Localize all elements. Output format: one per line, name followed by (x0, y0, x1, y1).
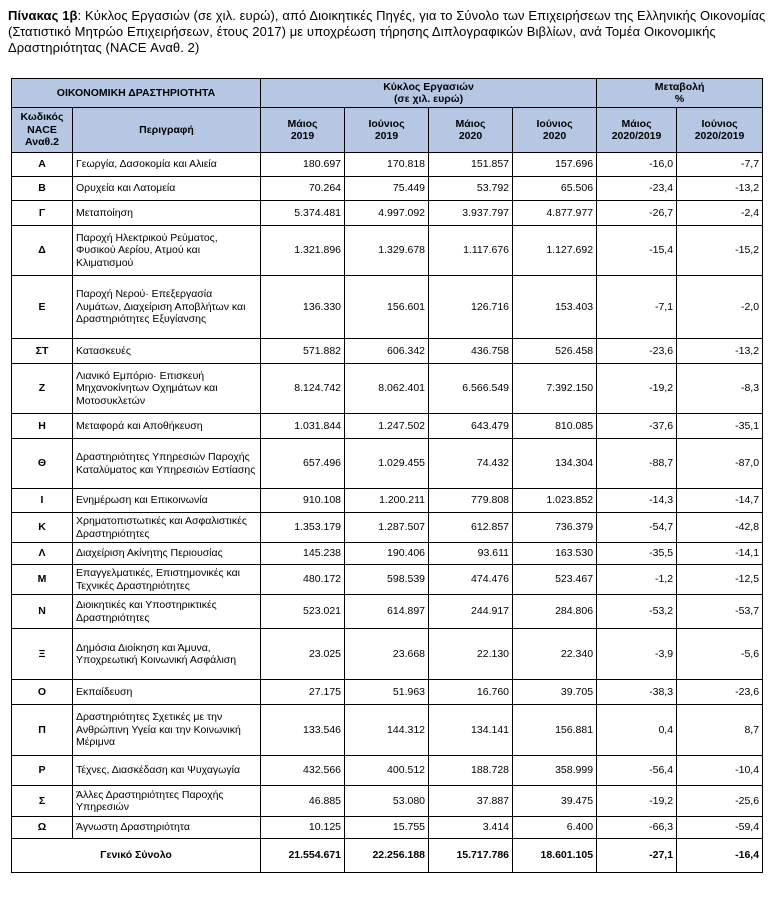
cell-change-may: -54,7 (597, 513, 677, 543)
cell-change-june: -5,6 (677, 629, 763, 680)
table-row (12, 226, 763, 276)
cell-change-may: -56,4 (597, 756, 677, 786)
cell-change-may: -15,4 (597, 226, 677, 276)
cell-may-2019: 180.697 (261, 153, 345, 177)
cell-may-2020: 74.432 (429, 439, 513, 489)
table-row (12, 680, 763, 705)
table-row (12, 756, 763, 786)
row-code: Κ (12, 513, 73, 543)
header-may-2020: Μάιος 2020 (429, 108, 513, 153)
cell-change-june: -13,2 (677, 339, 763, 364)
cell-june-2019: 4.997.092 (345, 201, 429, 226)
cell-may-2020: 1.117.676 (429, 226, 513, 276)
row-code: Ζ (12, 364, 73, 414)
cell-june-2019: 8.062.401 (345, 364, 429, 414)
cell-change-may: -88,7 (597, 439, 677, 489)
row-description: Ενημέρωση και Επικοινωνία (73, 489, 261, 513)
row-description: Γεωργία, Δασοκομία και Αλιεία (73, 153, 261, 177)
cell-june-2020: 523.467 (513, 565, 597, 595)
table-row (12, 817, 763, 839)
cell-may-2019: 432.566 (261, 756, 345, 786)
table-row (12, 153, 763, 177)
cell-may-2019: 10.125 (261, 817, 345, 839)
row-code: Ε (12, 276, 73, 339)
cell-may-2019: 657.496 (261, 439, 345, 489)
cell-may-2019: 136.330 (261, 276, 345, 339)
cell-may-2020: 779.808 (429, 489, 513, 513)
cell-june-2019: 1.200.211 (345, 489, 429, 513)
cell-june-2020: 7.392.150 (513, 364, 597, 414)
cell-change-may: -37,6 (597, 414, 677, 439)
header-change-may: Μάιος 2020/2019 (597, 108, 677, 153)
cell-june-2019: 15.755 (345, 817, 429, 839)
cell-may-2019: 133.546 (261, 705, 345, 756)
cell-may-2020: 37.887 (429, 786, 513, 817)
cell-june-2020: 39.475 (513, 786, 597, 817)
cell-june-2020: 4.877.977 (513, 201, 597, 226)
cell-june-2019: 75.449 (345, 177, 429, 201)
cell-june-2019: 598.539 (345, 565, 429, 595)
row-description: Δημόσια Διοίκηση και Άμυνα, Υποχρεωτική Κοινωνική Ασφάλιση (73, 629, 261, 680)
cell-may-2019: 70.264 (261, 177, 345, 201)
cell-change-may: 0,4 (597, 705, 677, 756)
total-change-may: -27,1 (597, 839, 677, 873)
table-row (12, 364, 763, 414)
cell-change-june: -87,0 (677, 439, 763, 489)
header-description: Περιγραφή (73, 108, 261, 153)
row-code: Ο (12, 680, 73, 705)
cell-june-2019: 1.287.507 (345, 513, 429, 543)
row-description: Διαχείριση Ακίνητης Περιουσίας (73, 543, 261, 565)
row-code: Α (12, 153, 73, 177)
cell-change-june: -23,6 (677, 680, 763, 705)
cell-may-2020: 244.917 (429, 595, 513, 629)
cell-june-2019: 156.601 (345, 276, 429, 339)
cell-june-2020: 810.085 (513, 414, 597, 439)
cell-may-2019: 1.321.896 (261, 226, 345, 276)
cell-change-june: -25,6 (677, 786, 763, 817)
cell-change-may: -38,3 (597, 680, 677, 705)
table-row (12, 595, 763, 629)
cell-june-2020: 157.696 (513, 153, 597, 177)
row-description: Χρηματοπιστωτικές και Ασφαλιστικές Δραστηριότητες (73, 513, 261, 543)
table-row (12, 489, 763, 513)
row-description: Δραστηριότητες Υπηρεσιών Παροχής Καταλύματος και Υπηρεσιών Εστίασης (73, 439, 261, 489)
cell-change-may: -1,2 (597, 565, 677, 595)
row-description: Μεταποίηση (73, 201, 261, 226)
cell-may-2019: 46.885 (261, 786, 345, 817)
cell-change-may: -23,6 (597, 339, 677, 364)
cell-may-2020: 643.479 (429, 414, 513, 439)
cell-change-may: -66,3 (597, 817, 677, 839)
row-description: Παροχή Ηλεκτρικού Ρεύματος, Φυσικού Αερίου, Ατμού και Κλιματισμού (73, 226, 261, 276)
cell-june-2020: 736.379 (513, 513, 597, 543)
cell-change-june: -42,8 (677, 513, 763, 543)
total-may-2020: 15.717.786 (429, 839, 513, 873)
row-code: Μ (12, 565, 73, 595)
row-description: Διοικητικές και Υποστηρικτικές Δραστηριότητες (73, 595, 261, 629)
header-june-2020: Ιούνιος 2020 (513, 108, 597, 153)
header-change-june: Ιούνιος 2020/2019 (677, 108, 763, 153)
row-code: Ξ (12, 629, 73, 680)
cell-change-june: -53,7 (677, 595, 763, 629)
table-row (12, 276, 763, 339)
header-activity-group: ΟΙΚΟΝΟΜΙΚΗ ΔΡΑΣΤΗΡΙΟΤΗΤΑ (12, 79, 261, 108)
cell-june-2019: 1.329.678 (345, 226, 429, 276)
cell-change-june: -14,1 (677, 543, 763, 565)
cell-may-2019: 571.882 (261, 339, 345, 364)
cell-may-2019: 8.124.742 (261, 364, 345, 414)
cell-may-2019: 145.238 (261, 543, 345, 565)
cell-june-2020: 358.999 (513, 756, 597, 786)
cell-may-2020: 134.141 (429, 705, 513, 756)
cell-change-may: -3,9 (597, 629, 677, 680)
cell-june-2020: 1.023.852 (513, 489, 597, 513)
cell-may-2020: 188.728 (429, 756, 513, 786)
cell-change-may: -14,3 (597, 489, 677, 513)
row-code: Λ (12, 543, 73, 565)
table-row (12, 513, 763, 543)
cell-june-2019: 1.029.455 (345, 439, 429, 489)
row-description: Ορυχεία και Λατομεία (73, 177, 261, 201)
row-code: Δ (12, 226, 73, 276)
cell-change-june: -8,3 (677, 364, 763, 414)
total-june-2019: 22.256.188 (345, 839, 429, 873)
cell-change-june: -15,2 (677, 226, 763, 276)
cell-june-2020: 156.881 (513, 705, 597, 756)
table-row (12, 786, 763, 817)
table-row (12, 543, 763, 565)
cell-june-2019: 614.897 (345, 595, 429, 629)
cell-change-may: -26,7 (597, 201, 677, 226)
cell-june-2020: 134.304 (513, 439, 597, 489)
row-description: Εκπαίδευση (73, 680, 261, 705)
cell-may-2020: 22.130 (429, 629, 513, 680)
row-description: Κατασκευές (73, 339, 261, 364)
cell-may-2019: 27.175 (261, 680, 345, 705)
caption-label: Πίνακας 1β (8, 8, 78, 23)
row-code: Σ (12, 786, 73, 817)
cell-change-june: 8,7 (677, 705, 763, 756)
cell-change-june: -13,2 (677, 177, 763, 201)
cell-may-2019: 1.353.179 (261, 513, 345, 543)
table-row (12, 439, 763, 489)
cell-june-2019: 1.247.502 (345, 414, 429, 439)
cell-june-2020: 39.705 (513, 680, 597, 705)
cell-change-june: -10,4 (677, 756, 763, 786)
table-row (12, 565, 763, 595)
cell-june-2020: 526.458 (513, 339, 597, 364)
row-description: Παροχή Νερού· Επεξεργασία Λυμάτων, Διαχείριση Αποβλήτων και Δραστηριότητες Εξυγίανσης (73, 276, 261, 339)
cell-change-june: -12,5 (677, 565, 763, 595)
cell-june-2020: 284.806 (513, 595, 597, 629)
cell-may-2020: 6.566.549 (429, 364, 513, 414)
cell-june-2019: 144.312 (345, 705, 429, 756)
header-may-2019: Μάιος 2019 (261, 108, 345, 153)
row-code: Γ (12, 201, 73, 226)
header-code: Κωδικός NACE Αναθ.2 (12, 108, 73, 153)
cell-may-2020: 474.476 (429, 565, 513, 595)
cell-may-2019: 5.374.481 (261, 201, 345, 226)
cell-change-june: -14,7 (677, 489, 763, 513)
cell-change-may: -23,4 (597, 177, 677, 201)
cell-may-2020: 53.792 (429, 177, 513, 201)
cell-may-2019: 523.021 (261, 595, 345, 629)
cell-change-may: -19,2 (597, 364, 677, 414)
cell-may-2019: 1.031.844 (261, 414, 345, 439)
cell-june-2020: 153.403 (513, 276, 597, 339)
cell-change-may: -53,2 (597, 595, 677, 629)
cell-may-2020: 612.857 (429, 513, 513, 543)
cell-may-2019: 480.172 (261, 565, 345, 595)
cell-june-2020: 22.340 (513, 629, 597, 680)
cell-change-june: -7,7 (677, 153, 763, 177)
cell-june-2020: 6.400 (513, 817, 597, 839)
row-description: Επαγγελματικές, Επιστημονικές και Τεχνικές Δραστηριότητες (73, 565, 261, 595)
cell-june-2019: 606.342 (345, 339, 429, 364)
cell-change-may: -19,2 (597, 786, 677, 817)
total-may-2019: 21.554.671 (261, 839, 345, 873)
header-change-group: Μεταβολή % (597, 79, 763, 108)
row-code: Ν (12, 595, 73, 629)
cell-june-2020: 1.127.692 (513, 226, 597, 276)
table-row (12, 177, 763, 201)
cell-change-june: -35,1 (677, 414, 763, 439)
turnover-table (11, 78, 763, 873)
cell-change-june: -2,4 (677, 201, 763, 226)
row-description: Τέχνες, Διασκέδαση και Ψυχαγωγία (73, 756, 261, 786)
cell-change-may: -7,1 (597, 276, 677, 339)
cell-change-may: -16,0 (597, 153, 677, 177)
cell-change-june: -59,4 (677, 817, 763, 839)
cell-june-2020: 65.506 (513, 177, 597, 201)
row-description: Δραστηριότητες Σχετικές με την Ανθρώπινη Υγεία και την Κοινωνική Μέριμνα (73, 705, 261, 756)
header-turnover-group: Κύκλος Εργασιών (σε χιλ. ευρώ) (261, 79, 597, 108)
cell-may-2020: 16.760 (429, 680, 513, 705)
cell-change-may: -35,5 (597, 543, 677, 565)
table-row (12, 414, 763, 439)
row-code: Η (12, 414, 73, 439)
row-description: Άγνωστη Δραστηριότητα (73, 817, 261, 839)
cell-june-2019: 170.818 (345, 153, 429, 177)
total-label: Γενικό Σύνολο (12, 839, 261, 873)
row-code: Ρ (12, 756, 73, 786)
table-caption (8, 8, 768, 56)
cell-may-2020: 3.414 (429, 817, 513, 839)
table-row (12, 339, 763, 364)
cell-may-2020: 3.937.797 (429, 201, 513, 226)
header-june-2019: Ιούνιος 2019 (345, 108, 429, 153)
cell-may-2020: 436.758 (429, 339, 513, 364)
row-code: Ι (12, 489, 73, 513)
row-code: Ω (12, 817, 73, 839)
row-description: Μεταφορά και Αποθήκευση (73, 414, 261, 439)
total-row (12, 839, 763, 873)
cell-may-2020: 126.716 (429, 276, 513, 339)
row-code: Θ (12, 439, 73, 489)
cell-may-2020: 93.611 (429, 543, 513, 565)
row-description: Άλλες Δραστηριότητες Παροχής Υπηρεσιών (73, 786, 261, 817)
cell-june-2019: 51.963 (345, 680, 429, 705)
cell-may-2019: 910.108 (261, 489, 345, 513)
row-description: Λιανικό Εμπόριο· Επισκευή Μηχανοκίνητων Οχημάτων και Μοτοσυκλετών (73, 364, 261, 414)
cell-june-2019: 53.080 (345, 786, 429, 817)
cell-may-2020: 151.857 (429, 153, 513, 177)
cell-may-2019: 23.025 (261, 629, 345, 680)
table-row (12, 201, 763, 226)
row-code: ΣΤ (12, 339, 73, 364)
cell-june-2020: 163.530 (513, 543, 597, 565)
cell-change-june: -2,0 (677, 276, 763, 339)
row-code: Π (12, 705, 73, 756)
table-row (12, 629, 763, 680)
total-change-june: -16,4 (677, 839, 763, 873)
caption-text: : Κύκλος Εργασιών (σε χιλ. ευρώ), από Διοικητικές Πηγές, για το Σύνολο των Επιχειρήσεων της Ελληνικής Οικονομίας (Στατιστικό Μητρώο Επιχειρήσεων, έτους 2017) με υποχρέωση τήρησης Διπλογραφικών Βιβλίων, ανά Τομέα Οικονομικής Δραστηριότητας (NACE Αναθ. 2) (8, 8, 766, 55)
table-row (12, 705, 763, 756)
row-code: Β (12, 177, 73, 201)
total-june-2020: 18.601.105 (513, 839, 597, 873)
cell-june-2019: 23.668 (345, 629, 429, 680)
cell-june-2019: 190.406 (345, 543, 429, 565)
cell-june-2019: 400.512 (345, 756, 429, 786)
